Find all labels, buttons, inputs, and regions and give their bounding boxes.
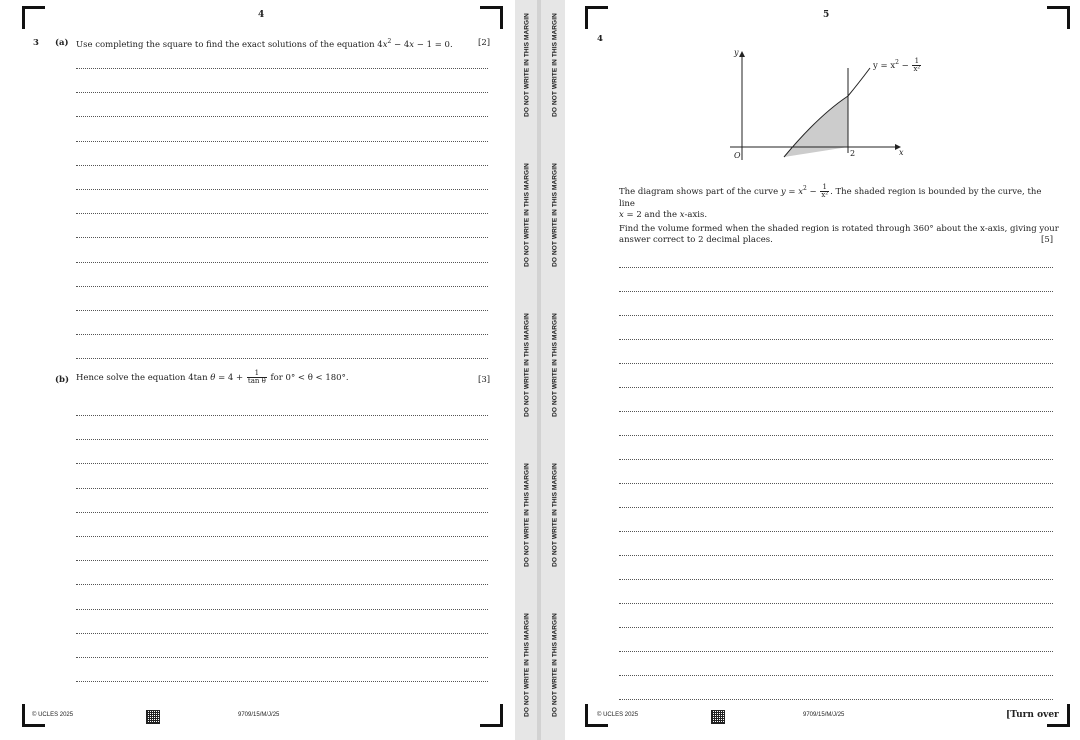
barcode-icon (711, 710, 725, 724)
page-number: 4 (258, 10, 265, 20)
answer-line[interactable] (619, 651, 1053, 652)
right-page (565, 0, 1080, 740)
margin-column-left: DO NOT WRITE IN THIS MARGIN DO NOT WRITE IN THIS MARGIN DO NOT WRITE IN THIS MARGIN DO NOT WRITE IN THIS MARGIN DO NOT WRITE IN THIS MARGIN (523, 13, 531, 717)
answer-line[interactable] (76, 116, 488, 117)
answer-line[interactable] (76, 358, 488, 359)
answer-line[interactable] (76, 657, 488, 658)
margin-column-right: DO NOT WRITE IN THIS MARGIN DO NOT WRITE IN THIS MARGIN DO NOT WRITE IN THIS MARGIN DO NOT WRITE IN THIS MARGIN DO NOT WRITE IN THIS MARGIN (551, 13, 559, 717)
answer-line[interactable] (619, 267, 1053, 268)
answer-line[interactable] (76, 165, 488, 166)
answer-line[interactable] (619, 507, 1053, 508)
answer-line[interactable] (619, 579, 1053, 580)
origin-label: O (734, 151, 741, 160)
answer-line[interactable] (619, 291, 1053, 292)
turn-over-note: [Turn over (1006, 710, 1059, 720)
y-axis-label: y (734, 48, 739, 57)
answer-line[interactable] (76, 262, 488, 263)
answer-line[interactable] (76, 584, 488, 585)
crop-mark-top-left (22, 6, 45, 29)
question-4-marks: [5] (1041, 235, 1054, 245)
crop-mark-top-right (1047, 6, 1070, 29)
answer-line[interactable] (619, 699, 1053, 700)
answer-line[interactable] (619, 459, 1053, 460)
footer-code: 9709/15/M/J/25 (238, 712, 280, 718)
tick-label-2: 2 (850, 149, 856, 158)
part-b-question-text: Hence solve the equation 4tan θ = 4 + $\frac{1}{\text{tan θ}}$ for 0° < θ < 180°. (76, 369, 349, 385)
answer-line[interactable] (619, 627, 1053, 628)
answer-line[interactable] (619, 363, 1053, 364)
answer-line[interactable] (619, 483, 1053, 484)
question-4-task: Find the volume formed when the shaded region is rotated through 360° about the x-axis, giving your answer correct to 2 decimal places. (619, 224, 1059, 245)
answer-line[interactable] (76, 512, 488, 513)
page-number: 5 (823, 10, 830, 20)
answer-line[interactable] (619, 435, 1053, 436)
answer-line[interactable] (76, 415, 488, 416)
x-axis-label: x (899, 148, 904, 157)
answer-line[interactable] (76, 189, 488, 190)
answer-line[interactable] (76, 213, 488, 214)
left-page (0, 0, 515, 740)
answer-line[interactable] (619, 555, 1053, 556)
answer-line[interactable] (76, 488, 488, 489)
answer-line[interactable] (76, 536, 488, 537)
answer-line[interactable] (619, 603, 1053, 604)
answer-line[interactable] (76, 633, 488, 634)
part-b-label: (b) (55, 375, 69, 385)
answer-line[interactable] (619, 675, 1053, 676)
answer-line[interactable] (619, 387, 1053, 388)
footer-copyright: © UCLES 2025 (32, 712, 74, 718)
answer-line[interactable] (76, 237, 488, 238)
curve-equation-label: $y = x^2$ − $\frac{1}{\text{x²}}$ (873, 57, 921, 73)
footer-code: 9709/15/M/J/25 (803, 712, 845, 718)
question-4-description: The diagram shows part of the curve $y = x^2$ − $\frac{1}{\text{x²}}$ . The shaded region is bounded by the curve, the line x = 2 and the x-axis. (619, 182, 1042, 220)
answer-line[interactable] (619, 411, 1053, 412)
crop-mark-top-right (480, 6, 503, 29)
crop-mark-top-left (585, 6, 608, 29)
answer-line[interactable] (619, 531, 1053, 532)
answer-line[interactable] (76, 310, 488, 311)
answer-line[interactable] (76, 681, 488, 682)
answer-line[interactable] (76, 141, 488, 142)
part-b-marks: [3] (478, 375, 491, 385)
part-a-marks: [2] (478, 38, 491, 48)
answer-line[interactable] (76, 560, 488, 561)
part-a-label: (a) (55, 38, 69, 48)
spine-divider (537, 0, 541, 740)
answer-line[interactable] (76, 92, 488, 93)
answer-line[interactable] (76, 463, 488, 464)
question-number: 3 (33, 38, 39, 48)
answer-line[interactable] (76, 286, 488, 287)
answer-line[interactable] (619, 339, 1053, 340)
crop-mark-bottom-right (480, 704, 503, 727)
question-number: 4 (597, 34, 603, 44)
answer-line[interactable] (619, 315, 1053, 316)
answer-line[interactable] (76, 334, 488, 335)
answer-line[interactable] (76, 609, 488, 610)
footer-copyright: © UCLES 2025 (597, 712, 639, 718)
shaded-region (784, 96, 848, 157)
barcode-icon (146, 710, 160, 724)
answer-line[interactable] (76, 68, 488, 69)
answer-line[interactable] (76, 439, 488, 440)
part-a-question-text: Use completing the square to find the exact solutions of the equation $4x^2 - 4x - 1 = 0$. (76, 38, 453, 50)
